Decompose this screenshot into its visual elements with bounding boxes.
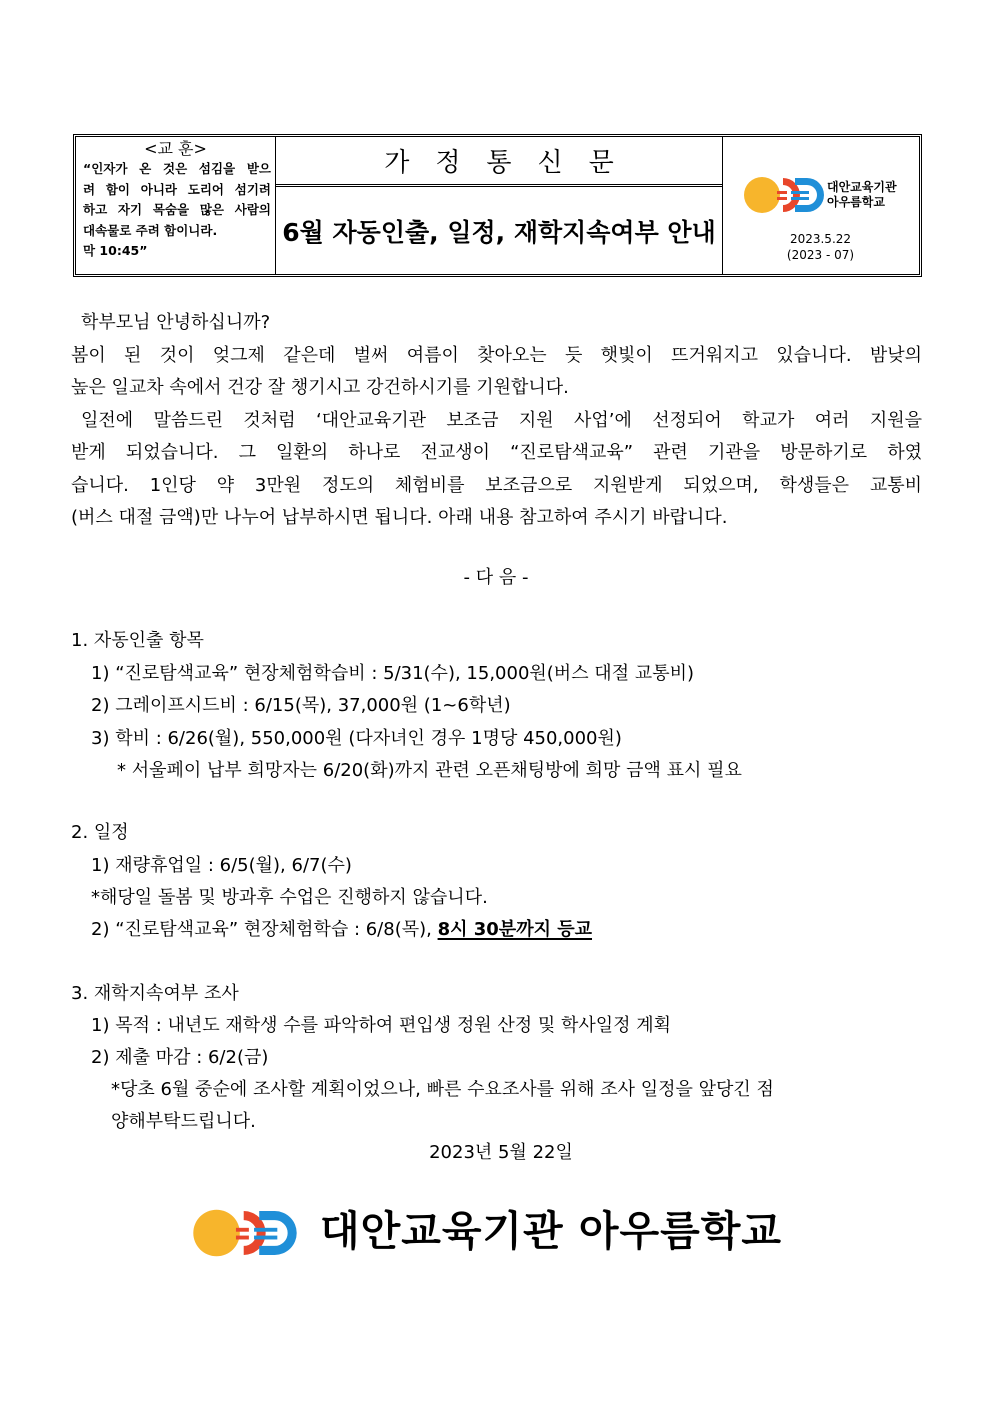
footer-date: 2023년 5월 22일 <box>429 1142 573 1163</box>
intro <box>71 307 922 535</box>
section-2-item-text: 2) “진로탐색교육” 현장체험학습 : 6/8(목), <box>91 919 438 940</box>
motto-line: 막 10:45” <box>83 243 148 258</box>
title-cell <box>276 137 722 274</box>
issue-number: (2023 - 07) <box>786 248 855 262</box>
motto-line: 하고 자기 목숨을 많은 사람의 <box>83 202 271 217</box>
section-1-note: * 서울페이 납부 희망자는 6/20(화)까지 관련 오픈채팅방에 희망 금액 표시 필요 <box>117 760 742 781</box>
school-logo-icon <box>743 175 825 215</box>
para-line: 일전에 말씀드린 것처럼 ‘대안교육기관 보조금 지원 사업’에 선정되어 학교가 여러 지원을 <box>81 409 922 431</box>
section-1-item: 3) 학비 : 6/26(월), 550,000원 (다자녀인 경우 1명당 450,000원) <box>91 728 622 749</box>
logo-cell <box>722 137 919 274</box>
motto-text <box>76 159 275 262</box>
newsletter-title: 가정통신문 <box>276 137 722 187</box>
section-2-item <box>91 918 592 942</box>
section-3-title: 3. 재학지속여부 조사 <box>71 983 239 1004</box>
intro-paragraph-1 <box>71 340 922 405</box>
section-1-title: 1. 자동인출 항목 <box>71 630 204 651</box>
logo-line: 대안교육기관 <box>827 180 897 194</box>
section-2-note: *해당일 돌봄 및 방과후 수업은 진행하지 않습니다. <box>91 887 488 908</box>
para-line: 받게 되었습니다. 그 일환의 하나로 전교생이 “진로탐색교육” 관련 기관을 방문하기로 하였 <box>71 442 922 463</box>
motto-cell <box>76 137 276 274</box>
issue-date <box>723 231 918 263</box>
logo-line: 아우름학교 <box>827 195 885 209</box>
section-3-item: 2) 제출 마감 : 6/2(금) <box>91 1047 269 1068</box>
section-3-item: 1) 목적 : 내년도 재학생 수를 파악하여 편입생 정원 산정 및 학사일정 계획 <box>91 1015 672 1036</box>
header-box <box>73 134 922 277</box>
footer-school-name: 대안교육기관 아우름학교 <box>320 1207 782 1255</box>
motto-line: “인자가 온 것은 섬김을 받으 <box>83 161 271 176</box>
arrival-time-emphasis: 8시 30분까지 등교 <box>437 919 593 940</box>
para-line: 높은 일교차 속에서 건강 잘 챙기시고 강건하시기를 기원합니다. <box>71 377 569 398</box>
greeting: 학부모님 안녕하십니까? <box>81 312 271 333</box>
section-2-item: 1) 재량휴업일 : 6/5(월), 6/7(수) <box>91 855 352 876</box>
section-3-note: 양해부탁드립니다. <box>111 1111 256 1132</box>
motto-line: 대속물로 주려 함이니라. <box>83 222 218 238</box>
motto-line: 려 함이 아니라 도리어 섬기려 <box>83 181 271 197</box>
section-1-item: 1) “진로탐색교육” 현장체험학습비 : 5/31(수), 15,000원(버스 대절 교통비) <box>91 663 694 684</box>
section-2-title: 2. 일정 <box>71 822 129 843</box>
para-line: 습니다. 1인당 약 3만원 정도의 체험비를 보조금으로 지원받게 되었으며, 학생들은 교통비 <box>71 474 922 496</box>
section-1-item: 2) 그레이프시드비 : 6/15(목), 37,000원 (1~6학년) <box>91 695 511 716</box>
intro-paragraph-2 <box>71 405 922 438</box>
issue-date-text: 2023.5.22 <box>789 232 852 246</box>
logo-text <box>827 180 897 210</box>
school-logo-icon <box>192 1205 298 1261</box>
motto-title: <교 훈> <box>144 139 207 158</box>
intro-paragraph-2-cont <box>71 437 922 535</box>
newsletter-subject: 6월 자동인출, 일정, 재학지속여부 안내 <box>282 217 716 247</box>
para-line: (버스 대절 금액)만 나누어 납부하시면 됩니다. 아래 내용 참고하여 주시기 바랍니다. <box>71 507 728 528</box>
notice-heading: - 다 음 - <box>463 567 529 588</box>
para-line: 봄이 된 것이 엊그제 같은데 벌써 여름이 찾아오는 듯 햇빛이 뜨거워지고 있습니다. 밤낮의 <box>71 344 922 366</box>
section-3-note: *당초 6월 중순에 조사할 계획이었으나, 빠른 수요조사를 위해 조사 일정을 앞당긴 점 <box>111 1079 774 1100</box>
